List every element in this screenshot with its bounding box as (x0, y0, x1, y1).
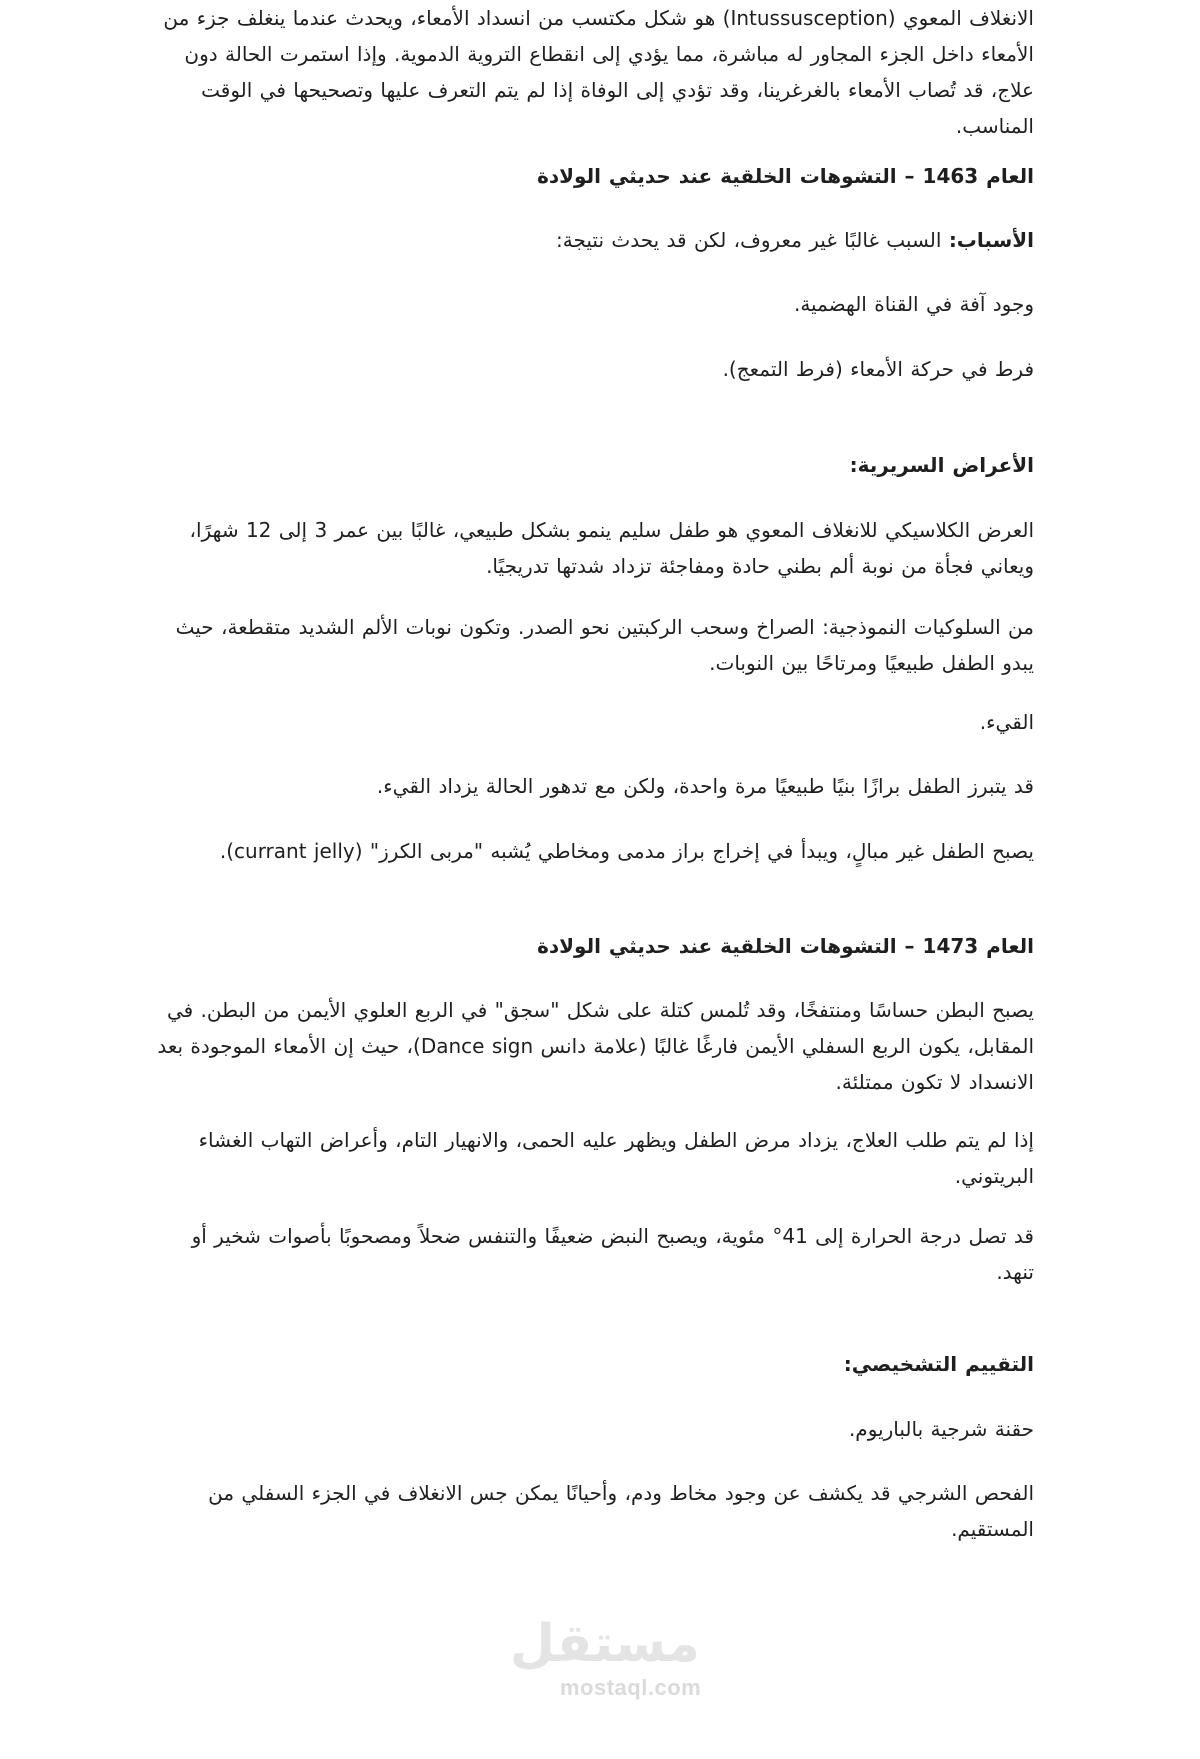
section-heading-1463: العام 1463 – التشوهات الخلقية عند حديثي الولادة (537, 164, 1034, 188)
intro-paragraph: الانغلاف المعوي (Intussusception) هو شكل مكتسب من انسداد الأمعاء، ويحدث عندما ينغلف جزء من الأمعاء داخل الجزء المجاور له مباشرة، مما يؤدي إلى انقطاع التروية الدموية. وإذا استمرت الحالة دون علاج، قد تُصاب الأمعاء بالغرغرينا، وقد تؤدي إلى الوفاة إذا لم يتم التعرف عليها وتصحيحها في الوقت المناسب. (163, 6, 1034, 138)
section-heading-1473: العام 1473 – التشوهات الخلقية عند حديثي الولادة (537, 934, 1034, 958)
cause-item-1: وجود آفة في القناة الهضمية. (793, 292, 1034, 316)
causes-text: السبب غالبًا غير معروف، لكن قد يحدث نتيجة: (556, 228, 949, 252)
mostaql-watermark (509, 1612, 702, 1722)
causes-paragraph (154, 222, 1034, 258)
causes-label: الأسباب: (948, 228, 1034, 252)
diagnosis-heading: التقييم التشخيصي: (843, 1352, 1034, 1376)
mostaql-logo-icon: مستقل (509, 1614, 700, 1674)
symptom-paragraph-2: من السلوكيات النموذجية: الصراخ وسحب الركبتين نحو الصدر. وتكون نوبات الألم الشديد متقطعة، حيث يبدو الطفل طبيعيًا ومرتاحًا بين النوبات. (175, 615, 1034, 675)
symptom-paragraph-4: قد يتبرز الطفل برازًا بنيًا طبيعيًا مرة واحدة، ولكن مع تدهور الحالة يزداد القيء. (376, 774, 1034, 798)
cause-item-2: فرط في حركة الأمعاء (فرط التمعج). (722, 357, 1034, 381)
symptom-paragraph-1: العرض الكلاسيكي للانغلاف المعوي هو طفل سليم ينمو بشكل طبيعي، غالبًا بين عمر 3 إلى 12 شهرًا، ويعاني فجأة من نوبة ألم بطني حادة ومفاجئة تزداد شدتها تدريجيًا. (189, 518, 1034, 578)
mostaql-watermark-text: mostaql.com (560, 1675, 702, 1700)
sign-paragraph-2: إذا لم يتم طلب العلاج، يزداد مرض الطفل ويظهر عليه الحمى، والانهيار التام، وأعراض التهاب الغشاء البريتوني. (198, 1128, 1034, 1188)
diagnosis-paragraph-2: الفحص الشرجي قد يكشف عن وجود مخاط ودم، وأحيانًا يمكن جس الانغلاف في الجزء السفلي من المستقيم. (208, 1481, 1034, 1541)
sign-paragraph-1: يصبح البطن حساسًا ومنتفخًا، وقد تُلمس كتلة على شكل "سجق" في الربع العلوي الأيمن من البطن. في المقابل، يكون الربع السفلي الأيمن فارغًا غالبًا (علامة دانس Dance sign)، حيث إن الأمعاء الموجودة بعد الانسداد لا تكون ممتلئة. (157, 998, 1034, 1094)
symptom-paragraph-3: القيء. (979, 710, 1034, 734)
symptoms-heading: الأعراض السريرية: (849, 453, 1034, 477)
sign-paragraph-3: قد تصل درجة الحرارة إلى 41° مئوية، ويصبح النبض ضعيفًا والتنفس ضحلاً ومصحوبًا بأصوات شخير أو تنهد. (191, 1224, 1034, 1284)
diagnosis-paragraph-1: حقنة شرجية بالباريوم. (848, 1417, 1034, 1441)
symptom-paragraph-5: يصبح الطفل غير مبالٍ، ويبدأ في إخراج براز مدمى ومخاطي يُشبه "مربى الكرز" (currant jelly). (219, 839, 1034, 863)
